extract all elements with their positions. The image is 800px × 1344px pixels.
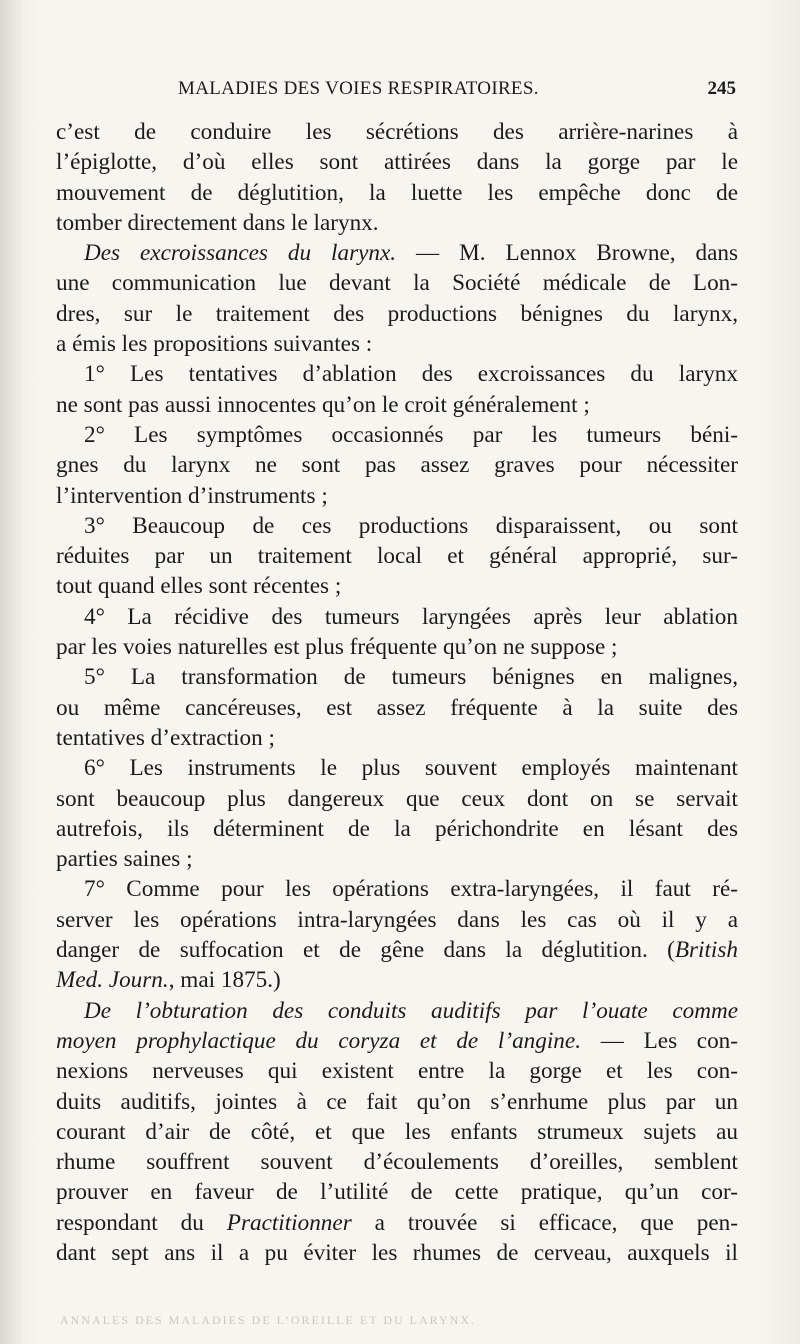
section-title-obturation: De l’obturation des conduits auditifs par l’ouate comme [84,997,738,1024]
text-line: duits auditifs, jointes à ce fait qu’on s’enrhume plus par un [56,1088,738,1115]
section-heading-line [56,1026,738,1056]
text-line: tout quand elles sont récentes ; [56,573,342,600]
text-line: gnes du larynx ne sont pas assez graves pour nécessiter [56,452,738,479]
text-line: l’intervention d’instruments ; [56,482,328,509]
page-number: 245 [707,78,736,99]
list-item-line: 1° Les tentatives d’ablation des excroissances du larynx [84,361,738,388]
text-fragment: respondant du [56,1209,227,1236]
text-line: réduites par un traitement local et général approprié, sur- [56,543,738,570]
running-head [56,78,736,108]
text-line: a émis les propositions suivantes : [56,331,373,358]
text-line [56,935,738,965]
text-fragment: a trouvée si efficace, que pen- [351,1209,738,1236]
list-item-line: 4° La récidive des tumeurs laryngées après leur ablation [84,603,738,630]
text-line: server les opérations intra-laryngées dans les cas où il y a [56,906,738,933]
text-line: sont beaucoup plus dangereux que ceux dont on se servait [56,785,738,812]
list-item-line: 6° Les instruments le plus souvent employés maintenant [84,755,738,782]
text-line: une communication lue devant la Société médicale de Lon- [56,270,738,297]
section-heading-line [56,996,738,1026]
section-title-obturation-cont: moyen prophylactique du coryza et de l’angine. [56,1027,581,1054]
citation-journal: British [674,937,738,964]
section-heading-line [56,238,738,268]
text-fragment: danger de suffocation et de gêne dans la déglutition. ( [56,937,675,964]
text-line: nexions nerveuses qui existent entre la gorge et les con- [56,1058,738,1085]
text-line: parties saines ; [56,846,193,873]
text-fragment: — Les con- [581,1027,738,1054]
list-item-line: 2° Les symptômes occasionnés par les tumeurs béni- [84,421,738,448]
body-text [56,117,738,1268]
section-title-excroissances: Des excroissances du larynx. [84,240,397,267]
citation-journal: Med. Journ. [56,967,169,994]
text-fragment: — M. Lennox Browne, dans [396,240,738,267]
text-line: dant sept ans il a pu éviter les rhumes de cerveau, auxquels il [56,1239,738,1266]
text-line: dres, sur le traitement des productions bénignes du larynx, [56,300,738,327]
text-line: autrefois, ils déterminent de la périchondrite en lésant des [56,815,738,842]
text-line [56,1208,738,1238]
list-item-line: 5° La transformation de tumeurs bénignes en malignes, [84,664,738,691]
text-line: par les voies naturelles est plus fréquente qu’on ne suppose ; [56,634,618,661]
text-line: l’épiglotte, d’où elles sont attirées dans la gorge par le [56,149,738,176]
list-item-line: 7° Comme pour les opérations extra-laryngées, il faut ré- [84,876,738,903]
text-line: c’est de conduire les sécrétions des arrière-narines à [56,119,738,145]
text-line: ou même cancéreuses, est assez fréquente à la suite des [56,694,738,721]
running-title: MALADIES DES VOIES RESPIRATOIRES. [178,78,539,99]
text-fragment: , mai 1875.) [168,967,281,994]
text-line: tomber directement dans le larynx. [56,209,379,236]
list-item-line: 3° Beaucoup de ces productions disparaissent, ou sont [84,512,738,539]
text-line: mouvement de déglutition, la luette les empêche donc de [56,179,738,206]
text-line: rhume souffrent souvent d’écoulements d’oreilles, semblent [56,1149,738,1176]
page-gutter [0,0,22,1344]
text-line: prouver en faveur de l’utilité de cette pratique, qu’un cor- [56,1179,738,1206]
footer-signature: ANNALES DES MALADIES DE L’OREILLE ET DU LARYNX. [60,1313,476,1327]
text-line: tentatives d’extraction ; [56,724,275,751]
text-line: ne sont pas aussi innocentes qu’on le croit généralement ; [56,391,590,418]
text-line [56,965,738,995]
journal-title: Practitionner [226,1209,352,1236]
text-line: courant d’air de côté, et que les enfants strumeux sujets au [56,1118,738,1145]
